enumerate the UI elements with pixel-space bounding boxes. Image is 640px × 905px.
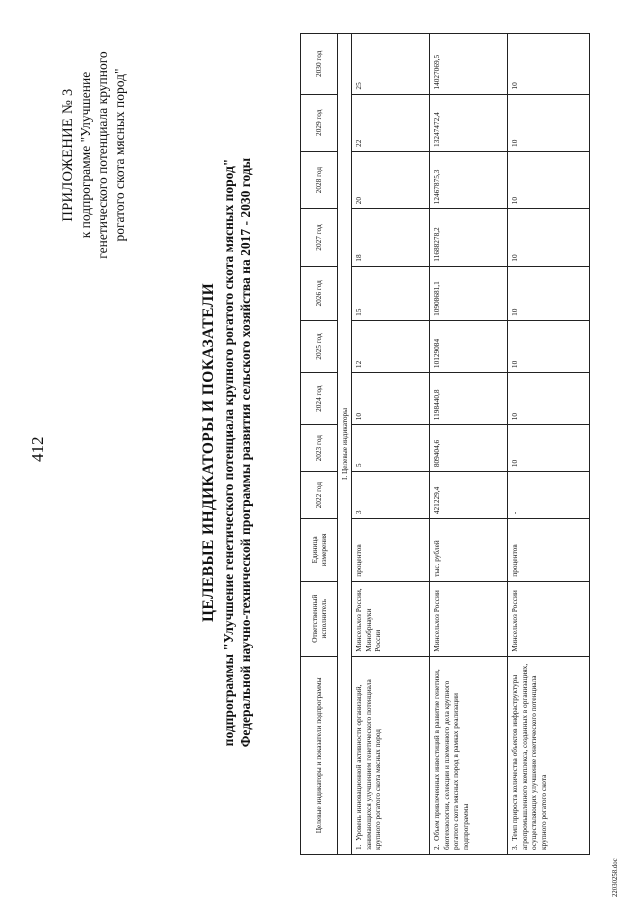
value-cell: - xyxy=(508,472,590,519)
value-cell: 10 xyxy=(352,373,430,425)
value-cell: 3 xyxy=(352,472,430,519)
indicator-name-cell xyxy=(352,656,430,854)
value-cell: 13247472,4 xyxy=(430,94,508,151)
header-cell: Целевые индикаторы и показатели подпрограммы xyxy=(301,656,338,854)
header-cell: 2029 год xyxy=(301,94,338,151)
row-number: 1. xyxy=(354,844,364,850)
header-cell: Единица измерения xyxy=(301,519,338,582)
value-cell: 20 xyxy=(352,151,430,208)
table-row xyxy=(430,34,508,855)
document-heading xyxy=(200,40,254,865)
value-cell: 1198440,8 xyxy=(430,373,508,425)
header-cell: 2022 год xyxy=(301,472,338,519)
indicator-name: Объем привлеченных инвестиций в развитие генетики, биотехнологии, селекции и племенного дела крупного рогатого скота мясных пород в рамках реализации подпрограммы xyxy=(432,669,470,850)
value-cell: 18 xyxy=(352,209,430,266)
value-cell: 809404,6 xyxy=(430,425,508,472)
appendix-line-1: к подпрограмме "Улучшение xyxy=(78,71,93,239)
value-cell: 10 xyxy=(508,94,590,151)
heading-title: ЦЕЛЕВЫЕ ИНДИКАТОРЫ И ПОКАЗАТЕЛИ xyxy=(200,282,217,623)
value-cell: 10 xyxy=(508,151,590,208)
page-number: 412 xyxy=(28,436,47,462)
indicator-name: Темп прироста количества объектов инфраструктуры агропромышленного комплекса, созданных в организациях, осуществляющих улучшение генетического потенциала крупного рогатого скота xyxy=(510,663,548,850)
value-cell: 10908681,1 xyxy=(430,266,508,320)
header-cell: 2030 год xyxy=(301,34,338,95)
section-row xyxy=(338,34,352,855)
unit-cell: процентов xyxy=(352,519,430,582)
heading-line-2: Федеральной научно-технической программы развития сельского хозяйства на 2017 - 2030 годы xyxy=(238,157,253,748)
value-cell: 10 xyxy=(508,266,590,320)
value-cell: 10 xyxy=(508,425,590,472)
table-row xyxy=(352,34,430,855)
appendix-line-3: рогатого скота мясных пород" xyxy=(112,68,127,242)
header-cell: 2028 год xyxy=(301,151,338,208)
value-cell: 25 xyxy=(352,34,430,95)
value-cell: 5 xyxy=(352,425,430,472)
row-number: 2. xyxy=(432,844,442,850)
header-cell: 2023 год xyxy=(301,425,338,472)
header-cell: 2026 год xyxy=(301,266,338,320)
indicator-name: Уровень инновационной активности организаций, занимающихся улучшением генетического потенциала крупного рогатого скота мясных пород xyxy=(354,679,383,850)
executor-cell: Минсельхоз России xyxy=(430,581,508,656)
indicator-name-cell xyxy=(508,656,590,854)
header-cell: 2027 год xyxy=(301,209,338,266)
value-cell: 12 xyxy=(352,320,430,372)
executor-cell: Минсельхоз России xyxy=(508,581,590,656)
executor-cell: Минсельхоз России, Минобрнауки России xyxy=(352,581,430,656)
value-cell: 10 xyxy=(508,209,590,266)
unit-cell: тыс. рублей xyxy=(430,519,508,582)
value-cell: 11688278,2 xyxy=(430,209,508,266)
row-number: 3. xyxy=(510,844,520,850)
value-cell: 12467875,3 xyxy=(430,151,508,208)
indicators-table xyxy=(300,33,590,855)
value-cell: 15 xyxy=(352,266,430,320)
value-cell: 22 xyxy=(352,94,430,151)
appendix-title: ПРИЛОЖЕНИЕ № 3 xyxy=(60,88,76,222)
value-cell: 10129084 xyxy=(430,320,508,372)
header-cell: 2025 год xyxy=(301,320,338,372)
value-cell: 10 xyxy=(508,373,590,425)
header-cell: 2024 год xyxy=(301,373,338,425)
indicator-name-cell xyxy=(430,656,508,854)
header-cell: Ответственный исполнитель xyxy=(301,581,338,656)
heading-line-1: подпрограммы "Улучшение генетического потенциала крупного рогатого скота мясных пород" xyxy=(221,158,236,747)
unit-cell: процентов xyxy=(508,519,590,582)
value-cell: 10 xyxy=(508,34,590,95)
value-cell: 421229,4 xyxy=(430,472,508,519)
table-header-row xyxy=(301,34,338,855)
section-title: I. Целевые индикаторы xyxy=(338,34,352,855)
value-cell: 14027069,5 xyxy=(430,34,508,95)
table-row xyxy=(508,34,590,855)
appendix-block xyxy=(60,25,128,285)
value-cell: 10 xyxy=(508,320,590,372)
document-code: 22030258.doc xyxy=(612,858,619,897)
appendix-line-2: генетического потенциала крупного xyxy=(95,51,110,259)
